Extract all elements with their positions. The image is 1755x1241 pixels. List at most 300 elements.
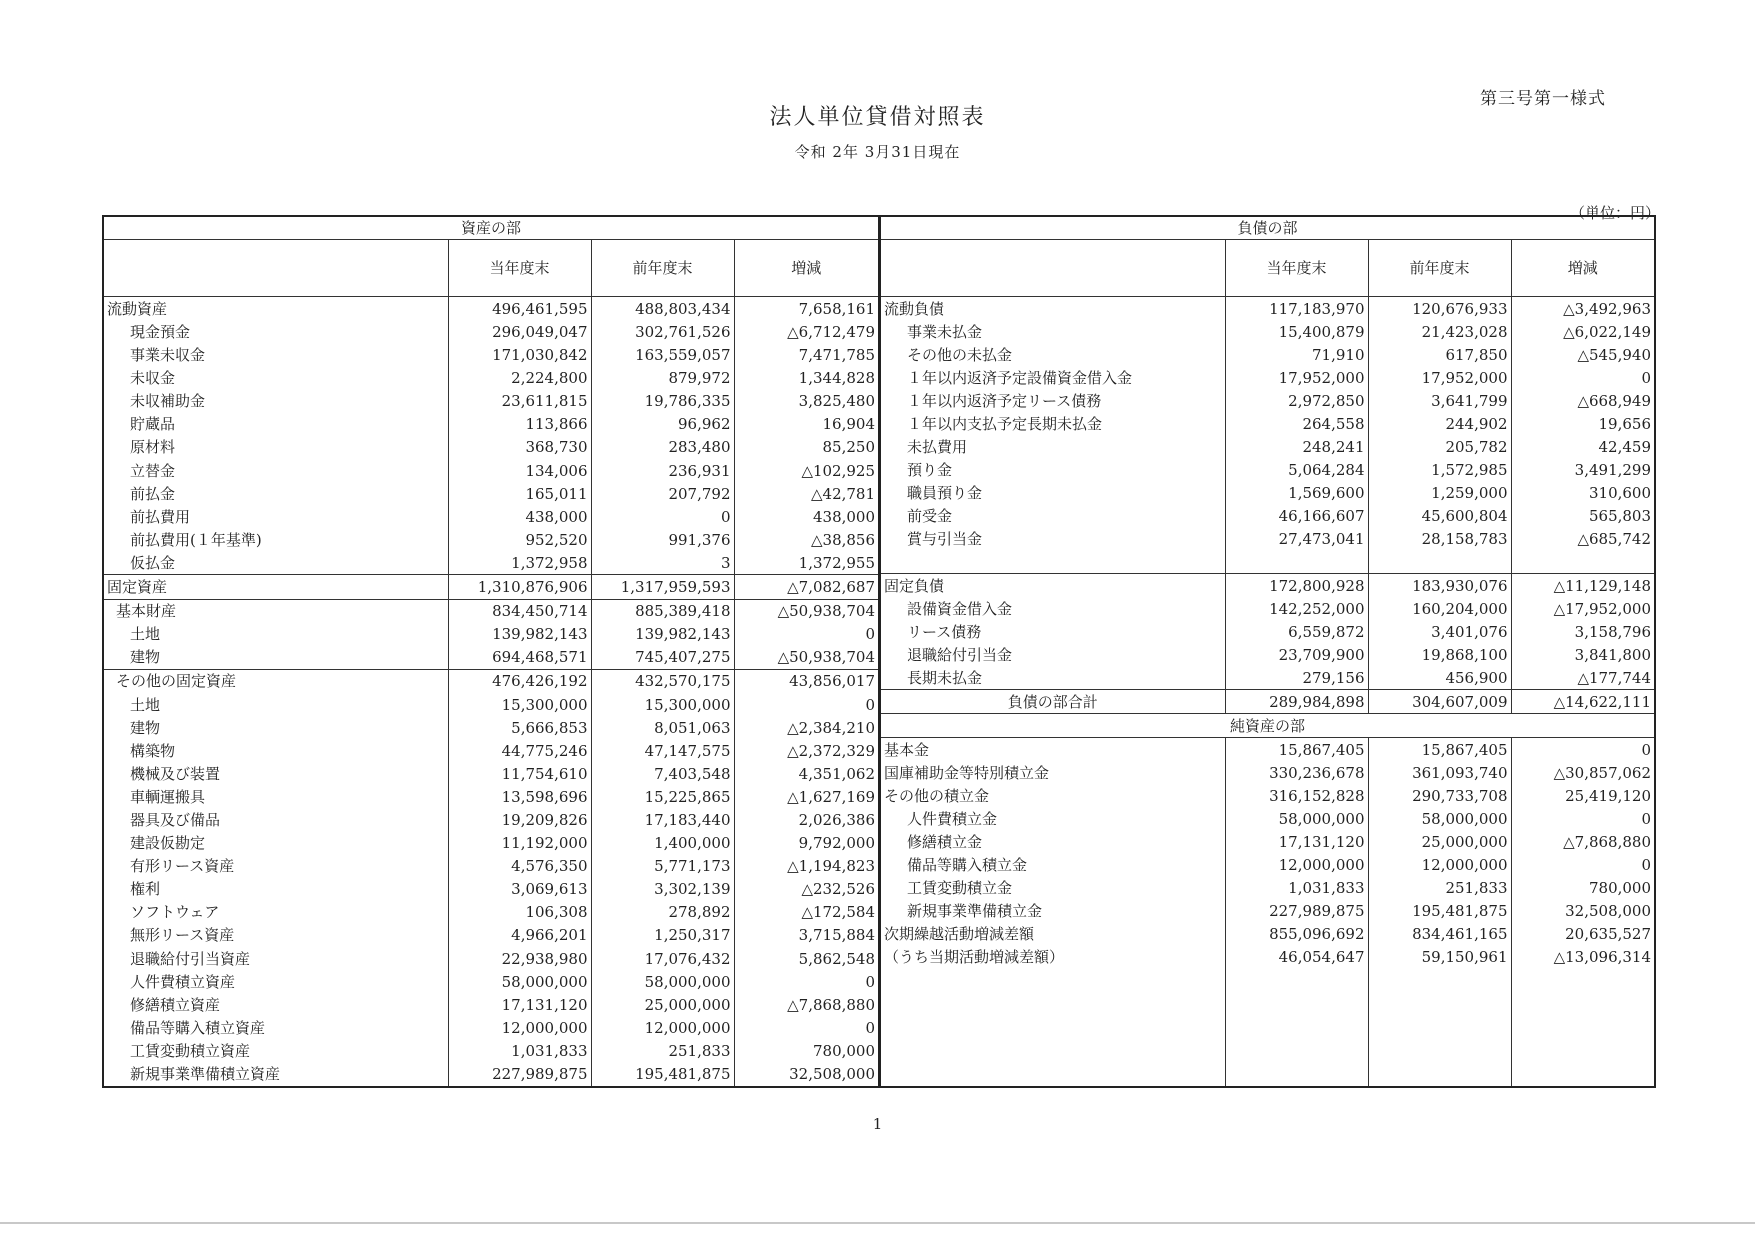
net-asset-row xyxy=(880,922,1655,945)
previous-value: 12,000,000 xyxy=(591,1016,734,1039)
previous-column-header: 前年度末 xyxy=(1368,240,1511,297)
asset-row xyxy=(103,599,879,623)
current-value: 46,054,647 xyxy=(1225,945,1368,968)
row-label: その他の固定資産 xyxy=(103,669,448,693)
empty-cell xyxy=(1225,968,1368,1087)
row-label: 流動資産 xyxy=(103,297,448,321)
previous-value: 1,250,317 xyxy=(591,924,734,947)
current-value: 27,473,041 xyxy=(1225,527,1368,550)
previous-value: 251,833 xyxy=(1368,876,1511,899)
previous-value: 834,461,165 xyxy=(1368,922,1511,945)
current-value: 438,000 xyxy=(448,505,591,528)
current-value: 316,152,828 xyxy=(1225,784,1368,807)
row-label: 原材料 xyxy=(103,436,448,459)
previous-value: 879,972 xyxy=(591,367,734,390)
liability-row xyxy=(880,458,1655,481)
change-value: 780,000 xyxy=(734,1039,879,1062)
current-value: 106,308 xyxy=(448,901,591,924)
assets-table xyxy=(102,215,880,1088)
row-label: 固定資産 xyxy=(103,575,448,599)
previous-value: 58,000,000 xyxy=(591,970,734,993)
net-asset-row xyxy=(880,761,1655,784)
assets-column-header xyxy=(103,240,879,297)
current-value: 2,972,850 xyxy=(1225,389,1368,412)
asset-row xyxy=(103,505,879,528)
previous-value: 3,302,139 xyxy=(591,878,734,901)
change-value: △3,492,963 xyxy=(1511,297,1655,321)
change-value: 310,600 xyxy=(1511,481,1655,504)
row-label: 設備資金借入金 xyxy=(880,597,1225,620)
change-value: 438,000 xyxy=(734,505,879,528)
previous-value: 17,183,440 xyxy=(591,808,734,831)
current-value: 139,982,143 xyxy=(448,623,591,646)
asset-row xyxy=(103,297,879,321)
row-label: 無形リース資産 xyxy=(103,924,448,947)
current-column-header: 当年度末 xyxy=(1225,240,1368,297)
current-value: 855,096,692 xyxy=(1225,922,1368,945)
net-asset-row xyxy=(880,784,1655,807)
empty-cell xyxy=(1368,968,1511,1087)
filler-row xyxy=(880,968,1655,1087)
previous-value: 456,900 xyxy=(1368,666,1511,690)
previous-value: 304,607,009 xyxy=(1368,690,1511,714)
change-value: △668,949 xyxy=(1511,389,1655,412)
asset-row xyxy=(103,924,879,947)
previous-value: 278,892 xyxy=(591,901,734,924)
current-value: 496,461,595 xyxy=(448,297,591,321)
row-label: 修繕積立資産 xyxy=(103,993,448,1016)
current-value: 952,520 xyxy=(448,528,591,551)
change-value: 0 xyxy=(1511,853,1655,876)
row-label: 土地 xyxy=(103,693,448,716)
current-value: 834,450,714 xyxy=(448,599,591,623)
current-value: 368,730 xyxy=(448,436,591,459)
previous-value: 28,158,783 xyxy=(1368,527,1511,550)
liability-row xyxy=(880,597,1655,620)
current-value: 17,131,120 xyxy=(1225,830,1368,853)
current-value: 44,775,246 xyxy=(448,739,591,762)
net-asset-row xyxy=(880,853,1655,876)
net-asset-row xyxy=(880,945,1655,968)
asset-row xyxy=(103,993,879,1016)
current-value: 1,310,876,906 xyxy=(448,575,591,599)
previous-value: 195,481,875 xyxy=(591,1062,734,1087)
change-value: △7,082,687 xyxy=(734,575,879,599)
previous-value: 3,401,076 xyxy=(1368,620,1511,643)
current-value: 19,209,826 xyxy=(448,808,591,831)
previous-value: 59,150,961 xyxy=(1368,945,1511,968)
asset-row xyxy=(103,878,879,901)
previous-column-header: 前年度末 xyxy=(591,240,734,297)
asset-row xyxy=(103,320,879,343)
current-value: 58,000,000 xyxy=(1225,807,1368,830)
change-value: 19,656 xyxy=(1511,412,1655,435)
change-value: △177,744 xyxy=(1511,666,1655,690)
row-label: 構築物 xyxy=(103,739,448,762)
change-value: 43,856,017 xyxy=(734,669,879,693)
asset-row xyxy=(103,528,879,551)
change-column-header: 増減 xyxy=(1511,240,1655,297)
change-value xyxy=(1511,550,1655,574)
change-value: 32,508,000 xyxy=(734,1062,879,1087)
liability-row xyxy=(880,366,1655,389)
current-value: 1,372,958 xyxy=(448,551,591,575)
previous-value: 58,000,000 xyxy=(1368,807,1511,830)
change-value: △50,938,704 xyxy=(734,646,879,670)
previous-value: 15,300,000 xyxy=(591,693,734,716)
asset-row xyxy=(103,575,879,599)
change-value: △2,372,329 xyxy=(734,739,879,762)
current-value: 172,800,928 xyxy=(1225,574,1368,598)
change-value: 0 xyxy=(1511,738,1655,762)
previous-value: 25,000,000 xyxy=(591,993,734,1016)
row-label: その他の積立金 xyxy=(880,784,1225,807)
asset-row xyxy=(103,808,879,831)
form-label: 第三号第一様式 xyxy=(1480,89,1606,109)
current-value: 134,006 xyxy=(448,459,591,482)
previous-value: 885,389,418 xyxy=(591,599,734,623)
change-value: 20,635,527 xyxy=(1511,922,1655,945)
row-label: 備品等購入積立資産 xyxy=(103,1016,448,1039)
net-assets-section-header xyxy=(880,714,1655,738)
empty-cell xyxy=(1511,968,1655,1087)
previous-value: 25,000,000 xyxy=(1368,830,1511,853)
current-value: 23,709,900 xyxy=(1225,643,1368,666)
current-value: 6,559,872 xyxy=(1225,620,1368,643)
current-value: 142,252,000 xyxy=(1225,597,1368,620)
previous-value: 15,225,865 xyxy=(591,785,734,808)
change-value: △545,940 xyxy=(1511,343,1655,366)
previous-value: 0 xyxy=(591,505,734,528)
row-label: 権利 xyxy=(103,878,448,901)
asset-row xyxy=(103,367,879,390)
current-value: 15,400,879 xyxy=(1225,320,1368,343)
current-value: 330,236,678 xyxy=(1225,761,1368,784)
net-asset-row xyxy=(880,876,1655,899)
row-label: 機械及び装置 xyxy=(103,762,448,785)
row-label: 基本財産 xyxy=(103,599,448,623)
change-value: △38,856 xyxy=(734,528,879,551)
change-value: △6,022,149 xyxy=(1511,320,1655,343)
current-value: 12,000,000 xyxy=(1225,853,1368,876)
change-value: 32,508,000 xyxy=(1511,899,1655,922)
change-value: △14,622,111 xyxy=(1511,690,1655,714)
row-label: 人件費積立資産 xyxy=(103,970,448,993)
asset-row xyxy=(103,1016,879,1039)
row-label: 仮払金 xyxy=(103,551,448,575)
previous-value: 96,962 xyxy=(591,413,734,436)
previous-value: 432,570,175 xyxy=(591,669,734,693)
previous-value: 19,786,335 xyxy=(591,390,734,413)
row-label: その他の未払金 xyxy=(880,343,1225,366)
current-value: 1,031,833 xyxy=(1225,876,1368,899)
change-value: 0 xyxy=(1511,366,1655,389)
change-value: △42,781 xyxy=(734,482,879,505)
asset-row xyxy=(103,947,879,970)
current-value: 1,031,833 xyxy=(448,1039,591,1062)
row-label: 車輌運搬具 xyxy=(103,785,448,808)
current-value: 289,984,898 xyxy=(1225,690,1368,714)
empty-cell xyxy=(880,968,1225,1087)
assets-section-header xyxy=(103,216,879,240)
change-value: 16,904 xyxy=(734,413,879,436)
change-value: 1,372,955 xyxy=(734,551,879,575)
current-value: 279,156 xyxy=(1225,666,1368,690)
previous-value: 12,000,000 xyxy=(1368,853,1511,876)
current-value: 227,989,875 xyxy=(1225,899,1368,922)
asset-row xyxy=(103,623,879,646)
change-value: △17,952,000 xyxy=(1511,597,1655,620)
previous-value: 1,317,959,593 xyxy=(591,575,734,599)
liability-row xyxy=(880,620,1655,643)
row-label: 工賃変動積立資産 xyxy=(103,1039,448,1062)
change-value: △50,938,704 xyxy=(734,599,879,623)
change-value: △11,129,148 xyxy=(1511,574,1655,598)
previous-value: 17,952,000 xyxy=(1368,366,1511,389)
row-label: 次期繰越活動増減差額 xyxy=(880,922,1225,945)
change-value: 3,825,480 xyxy=(734,390,879,413)
previous-value: 17,076,432 xyxy=(591,947,734,970)
row-label: 立替金 xyxy=(103,459,448,482)
change-value: 42,459 xyxy=(1511,435,1655,458)
row-label: 建物 xyxy=(103,646,448,670)
row-label: 国庫補助金等特別積立金 xyxy=(880,761,1225,784)
asset-row xyxy=(103,646,879,670)
page-number: 1 xyxy=(872,1115,883,1133)
row-label: 事業未払金 xyxy=(880,320,1225,343)
previous-value: 139,982,143 xyxy=(591,623,734,646)
previous-value: 207,792 xyxy=(591,482,734,505)
current-value: 227,989,875 xyxy=(448,1062,591,1087)
previous-value: 3 xyxy=(591,551,734,575)
asset-row xyxy=(103,832,879,855)
previous-value: 205,782 xyxy=(1368,435,1511,458)
change-value: 3,841,800 xyxy=(1511,643,1655,666)
current-value: 11,754,610 xyxy=(448,762,591,785)
previous-value: 7,403,548 xyxy=(591,762,734,785)
liabilities-table xyxy=(879,215,1656,1088)
previous-value: 283,480 xyxy=(591,436,734,459)
change-value: 2,026,386 xyxy=(734,808,879,831)
row-label: 人件費積立金 xyxy=(880,807,1225,830)
row-label: 現金預金 xyxy=(103,320,448,343)
current-value: 22,938,980 xyxy=(448,947,591,970)
change-value: 780,000 xyxy=(1511,876,1655,899)
change-value: 7,658,161 xyxy=(734,297,879,321)
current-value: 15,300,000 xyxy=(448,693,591,716)
change-value: 1,344,828 xyxy=(734,367,879,390)
previous-value: 21,423,028 xyxy=(1368,320,1511,343)
row-label: （うち当期活動増減差額） xyxy=(880,945,1225,968)
liability-row xyxy=(880,527,1655,550)
current-value: 171,030,842 xyxy=(448,344,591,367)
current-value: 296,049,047 xyxy=(448,320,591,343)
net-asset-row xyxy=(880,738,1655,762)
change-value: 3,491,299 xyxy=(1511,458,1655,481)
row-label: 備品等購入積立金 xyxy=(880,853,1225,876)
row-label: 未収補助金 xyxy=(103,390,448,413)
previous-value: 47,147,575 xyxy=(591,739,734,762)
change-value: 0 xyxy=(1511,807,1655,830)
row-label: 前受金 xyxy=(880,504,1225,527)
row-label: 事業未収金 xyxy=(103,344,448,367)
previous-value: 163,559,057 xyxy=(591,344,734,367)
previous-value: 15,867,405 xyxy=(1368,738,1511,762)
asset-row xyxy=(103,1062,879,1087)
liability-row xyxy=(880,412,1655,435)
previous-value: 290,733,708 xyxy=(1368,784,1511,807)
row-label: 預り金 xyxy=(880,458,1225,481)
previous-value: 617,850 xyxy=(1368,343,1511,366)
net-asset-row xyxy=(880,899,1655,922)
unit-label: （単位：円） xyxy=(1570,204,1661,222)
asset-row xyxy=(103,785,879,808)
change-value: 7,471,785 xyxy=(734,344,879,367)
row-label: 未収金 xyxy=(103,367,448,390)
row-label: ソフトウェア xyxy=(103,901,448,924)
row-label: 前払費用 xyxy=(103,505,448,528)
previous-value: 991,376 xyxy=(591,528,734,551)
current-value xyxy=(1225,550,1368,574)
asset-row xyxy=(103,739,879,762)
liability-row xyxy=(880,504,1655,527)
liability-row xyxy=(880,343,1655,366)
current-value: 71,910 xyxy=(1225,343,1368,366)
row-label: 長期未払金 xyxy=(880,666,1225,690)
report-date: 令和 2年 3月31日現在 xyxy=(794,143,961,161)
liability-row xyxy=(880,297,1655,321)
change-value: 3,715,884 xyxy=(734,924,879,947)
current-value: 4,966,201 xyxy=(448,924,591,947)
row-label: 土地 xyxy=(103,623,448,646)
change-value: 0 xyxy=(734,693,879,716)
change-value: △232,526 xyxy=(734,878,879,901)
liability-row xyxy=(880,481,1655,504)
asset-row xyxy=(103,762,879,785)
asset-row xyxy=(103,413,879,436)
current-value: 5,064,284 xyxy=(1225,458,1368,481)
current-value: 15,867,405 xyxy=(1225,738,1368,762)
current-value: 113,866 xyxy=(448,413,591,436)
page-bottom-rule xyxy=(0,1222,1755,1224)
previous-value: 1,400,000 xyxy=(591,832,734,855)
page-title: 法人単位貸借対照表 xyxy=(769,105,986,130)
row-label: 職員預り金 xyxy=(880,481,1225,504)
change-value: 0 xyxy=(734,623,879,646)
row-label: 工賃変動積立金 xyxy=(880,876,1225,899)
row-label: １年以内返済予定リース債務 xyxy=(880,389,1225,412)
change-value: 0 xyxy=(734,1016,879,1039)
current-value: 3,069,613 xyxy=(448,878,591,901)
current-value: 58,000,000 xyxy=(448,970,591,993)
asset-row xyxy=(103,459,879,482)
row-label: 流動負債 xyxy=(880,297,1225,321)
liabilities-column-header xyxy=(880,240,1655,297)
liabilities-total-row xyxy=(880,690,1655,714)
current-value: 17,952,000 xyxy=(1225,366,1368,389)
change-value: △30,857,062 xyxy=(1511,761,1655,784)
change-value: △7,868,880 xyxy=(734,993,879,1016)
current-value: 17,131,120 xyxy=(448,993,591,1016)
previous-value: 19,868,100 xyxy=(1368,643,1511,666)
label-column-header xyxy=(103,240,448,297)
current-column-header: 当年度末 xyxy=(448,240,591,297)
liability-row xyxy=(880,643,1655,666)
current-value: 13,598,696 xyxy=(448,785,591,808)
current-value: 23,611,815 xyxy=(448,390,591,413)
current-value: 264,558 xyxy=(1225,412,1368,435)
previous-value: 361,093,740 xyxy=(1368,761,1511,784)
row-label: 固定負債 xyxy=(880,574,1225,598)
row-label: 前払費用(１年基準) xyxy=(103,528,448,551)
label-column-header xyxy=(880,240,1225,297)
previous-value: 745,407,275 xyxy=(591,646,734,670)
row-label: 負債の部合計 xyxy=(880,690,1225,714)
previous-value: 236,931 xyxy=(591,459,734,482)
row-label: １年以内支払予定長期未払金 xyxy=(880,412,1225,435)
change-value: 565,803 xyxy=(1511,504,1655,527)
change-value: △1,194,823 xyxy=(734,855,879,878)
asset-row xyxy=(103,693,879,716)
change-value: 3,158,796 xyxy=(1511,620,1655,643)
asset-row xyxy=(103,970,879,993)
change-value: △685,742 xyxy=(1511,527,1655,550)
previous-value: 302,761,526 xyxy=(591,320,734,343)
row-label: 前払金 xyxy=(103,482,448,505)
current-value: 165,011 xyxy=(448,482,591,505)
previous-value: 160,204,000 xyxy=(1368,597,1511,620)
row-label: 未払費用 xyxy=(880,435,1225,458)
asset-row xyxy=(103,716,879,739)
change-column-header: 増減 xyxy=(734,240,879,297)
net-asset-row xyxy=(880,807,1655,830)
net-asset-row xyxy=(880,830,1655,853)
previous-value: 251,833 xyxy=(591,1039,734,1062)
current-value: 4,576,350 xyxy=(448,855,591,878)
change-value: 25,419,120 xyxy=(1511,784,1655,807)
change-value: 4,351,062 xyxy=(734,762,879,785)
change-value: 0 xyxy=(734,970,879,993)
row-label: １年以内返済予定設備資金借入金 xyxy=(880,366,1225,389)
row-label: 退職給付引当資産 xyxy=(103,947,448,970)
previous-value: 3,641,799 xyxy=(1368,389,1511,412)
current-value: 12,000,000 xyxy=(448,1016,591,1039)
liability-row xyxy=(880,550,1655,574)
current-value: 248,241 xyxy=(1225,435,1368,458)
current-value: 117,183,970 xyxy=(1225,297,1368,321)
asset-row xyxy=(103,344,879,367)
row-label: 建設仮勘定 xyxy=(103,832,448,855)
row-label: 退職給付引当金 xyxy=(880,643,1225,666)
change-value: 85,250 xyxy=(734,436,879,459)
current-value: 11,192,000 xyxy=(448,832,591,855)
liability-row xyxy=(880,435,1655,458)
previous-value: 8,051,063 xyxy=(591,716,734,739)
current-value: 476,426,192 xyxy=(448,669,591,693)
previous-value: 183,930,076 xyxy=(1368,574,1511,598)
change-value: 5,862,548 xyxy=(734,947,879,970)
liability-row xyxy=(880,320,1655,343)
asset-row xyxy=(103,669,879,693)
change-value: △102,925 xyxy=(734,459,879,482)
asset-row xyxy=(103,1039,879,1062)
change-value: △6,712,479 xyxy=(734,320,879,343)
liabilities-header: 負債の部 xyxy=(880,216,1655,240)
previous-value: 5,771,173 xyxy=(591,855,734,878)
previous-value: 195,481,875 xyxy=(1368,899,1511,922)
asset-row xyxy=(103,390,879,413)
row-label: 貯蔵品 xyxy=(103,413,448,436)
